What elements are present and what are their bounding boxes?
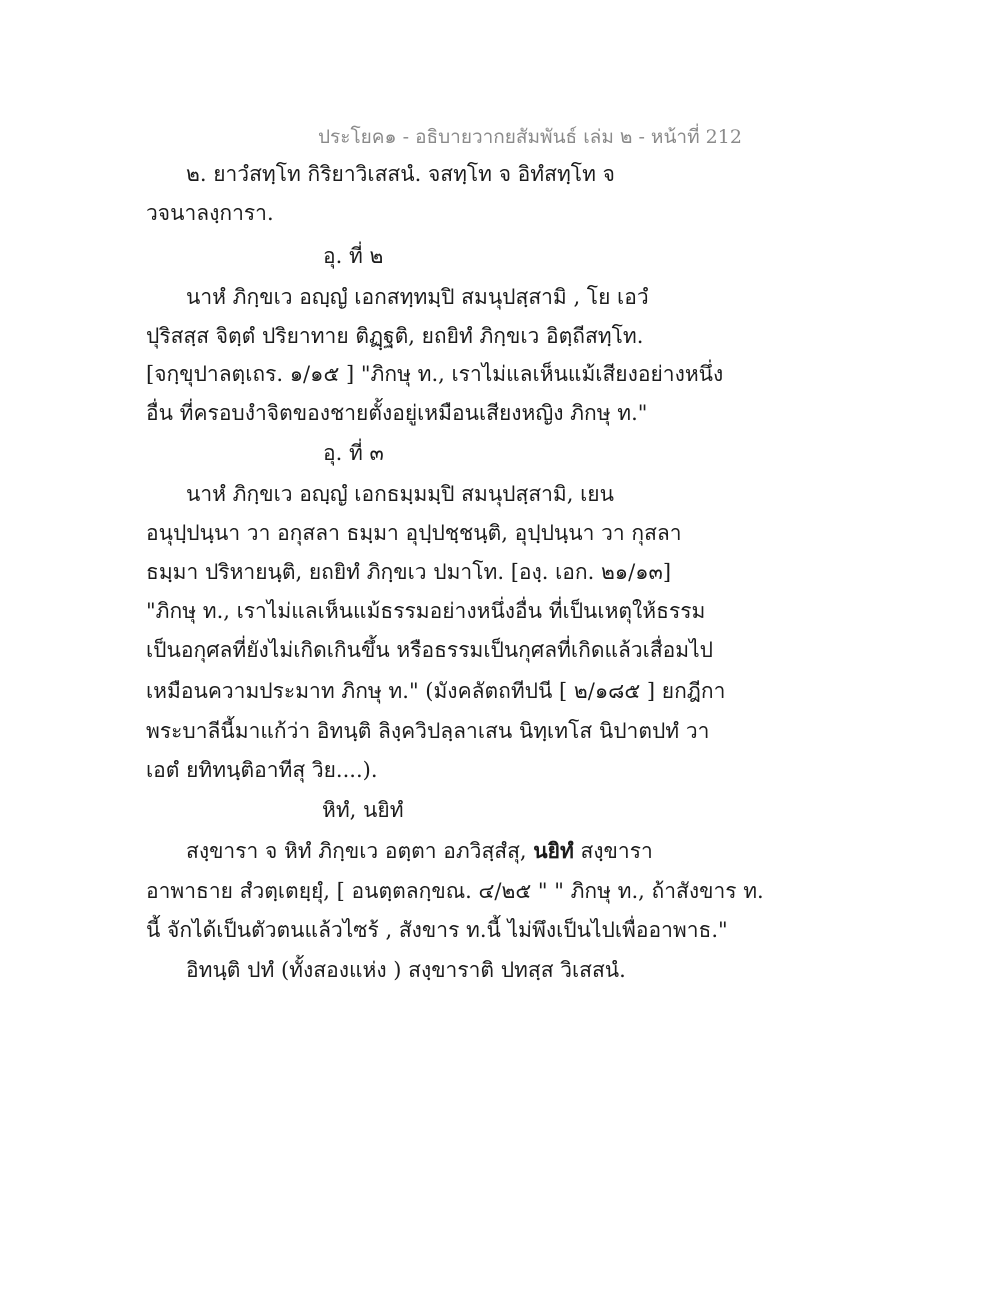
page-header: ประโยค๑ - อธิบายวากยสัมพันธ์ เล่ม ๒ - หน้าที่ 212 bbox=[318, 126, 742, 148]
text-line-2: วจนาลงฺการา. bbox=[146, 201, 274, 225]
text-line-4: ปุริสสฺส จิตฺตํ ปริยาทาย ติฏฺฐติ, ยถยิทํ ภิกฺขเว อิตฺถีสทฺโท. bbox=[146, 324, 644, 348]
text-line-3: นาหํ ภิกฺขเว อญฺญํ เอกสทฺทมฺปิ สมนุปสฺสามิ , โย เอวํ bbox=[186, 285, 649, 309]
text-line-8: อนุปฺปนฺนา วา อกุสลา ธมฺมา อุปฺปชฺชนฺติ, อุปฺปนฺนา วา กุสลา bbox=[146, 521, 682, 545]
section-heading-example-2: อุ. ที่ ๒ bbox=[323, 244, 384, 268]
text-line-1: ๒. ยาวํสทฺโท กิริยาวิเสสนํ. จสทฺโท จ อิทํสทฺโท จ bbox=[186, 162, 615, 186]
text-line-15 bbox=[186, 836, 653, 866]
text-line-11: เป็นอกุศลที่ยังไม่เกิดเกินขึ้น หรือธรรมเป็นกุศลที่เกิดแล้วเสื่อมไป bbox=[146, 638, 713, 662]
text-line-16: อาพาธาย สํวตฺเตยฺยุํ, [ อนตฺตลกฺขณ. ๔/๒๕ " " ภิกษุ ท., ถ้าสังขาร ท. bbox=[146, 879, 764, 903]
section-heading-example-3: อุ. ที่ ๓ bbox=[323, 441, 384, 465]
text-line-10: "ภิกษุ ท., เราไม่แลเห็นแม้ธรรมอย่างหนึ่งอื่น ที่เป็นเหตุให้ธรรม bbox=[146, 599, 706, 623]
text-line-9: ธมฺมา ปริหายนฺติ, ยถยิทํ ภิกฺขเว ปมาโท. [องฺ. เอก. ๒๑/๑๓] bbox=[146, 560, 672, 584]
text-line-18: อิทนฺติ ปทํ (ทั้งสองแห่ง ) สงฺขาราติ ปทสฺส วิเสสนํ. bbox=[186, 958, 626, 982]
text-line-12: เหมือนความประมาท ภิกษุ ท." (มังคลัตถทีปนี [ ๒/๑๘๕ ] ยกฎีกา bbox=[146, 679, 726, 703]
text-line-5: [จกฺขุปาลตฺเถร. ๑/๑๕ ] "ภิกษุ ท., เราไม่แลเห็นแม้เสียงอย่างหนึ่ง bbox=[146, 362, 724, 386]
text-line-7: นาหํ ภิกฺขเว อญฺญํ เอกธมฺมมฺปิ สมนุปสฺสามิ, เยน bbox=[186, 482, 614, 506]
text-line-15-part-a: สงฺขารา จ หิทํ ภิกฺขเว อตฺตา อภวิสฺสํสุ, bbox=[186, 839, 527, 863]
text-line-6: อื่น ที่ครอบงำจิตของชายตั้งอยู่เหมือนเสียงหญิง ภิกษุ ท." bbox=[146, 401, 648, 425]
text-line-14: เอตํ ยทิทนฺติอาทีสุ วิย....). bbox=[146, 758, 378, 782]
text-line-15-bold-term: นยิทํ bbox=[533, 838, 574, 863]
text-line-15-part-c: สงฺขารา bbox=[573, 839, 653, 863]
text-line-17: นี้ จักได้เป็นตัวตนแล้วไซร้ , สังขาร ท.นี้ ไม่พึงเป็นไปเพื่ออาพาธ." bbox=[146, 918, 728, 942]
section-heading-hitam: หิทํ, นยิทํ bbox=[322, 798, 404, 822]
text-line-13: พระบาลีนี้มาแก้ว่า อิทนฺติ ลิงฺควิปลฺลาเสน นิทฺเทโส นิปาตปทํ วา bbox=[146, 719, 710, 743]
